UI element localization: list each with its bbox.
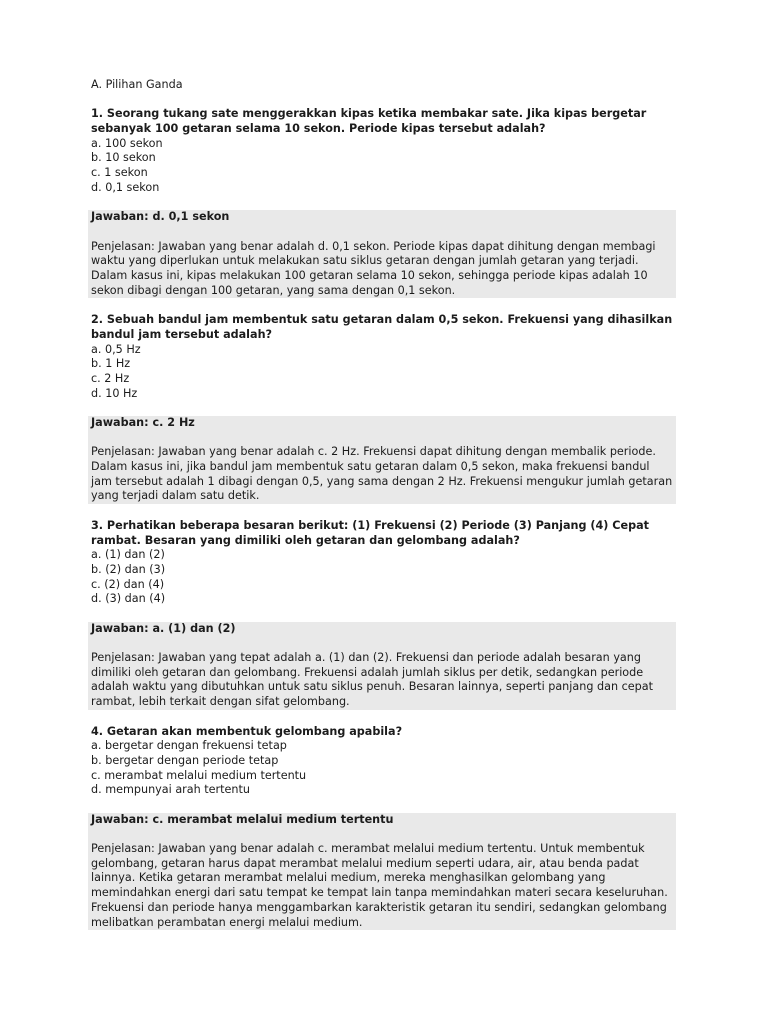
question-4 [91, 725, 676, 798]
option-d: d. (3) dan (4) [91, 592, 166, 606]
answer-box-3 [88, 622, 676, 710]
option-a: a. 100 sekon [91, 136, 163, 150]
section-title: A. Pilihan Ganda [91, 78, 183, 91]
option-d: d. 10 Hz [91, 386, 138, 400]
answer-box-4 [88, 813, 676, 931]
answer-box-2 [88, 416, 676, 504]
option-d: d. 0,1 sekon [91, 180, 160, 194]
option-list [91, 343, 676, 402]
option-c: c. merambat melalui medium tertentu [91, 768, 307, 782]
explanation-text: Penjelasan: Jawaban yang benar adalah d. 0,1 sekon. Periode kipas dapat dihitung dengan membagi waktu yang diperlukan untuk melakukan satu siklus getaran dengan jumlah getaran yang terjadi. Dalam kasus ini, kipas melakukan 100 getaran selama 10 sekon, sehingga periode kipas adalah 10 sekon dibagi dengan 100 getaran, yang sama dengan 0,1 sekon. [91, 239, 656, 297]
explanation-text: Penjelasan: Jawaban yang benar adalah c. 2 Hz. Frekuensi dapat dihitung dengan membalik periode. Dalam kasus ini, jika bandul jam membentuk satu getaran dalam 0,5 sekon, maka frekuensi bandul jam tersebut adalah 1 dibagi dengan 0,5, yang sama dengan 2 Hz. Frekuensi mengukur jumlah getaran yang terjadi dalam satu detik. [91, 445, 673, 503]
option-c: c. (2) dan (4) [91, 577, 165, 591]
answer-text: Jawaban: d. 0,1 sekon [91, 210, 230, 224]
option-c: c. 2 Hz [91, 371, 130, 385]
answer-text: Jawaban: c. merambat melalui medium tertentu [91, 812, 394, 826]
document-page [91, 78, 676, 945]
option-list [91, 739, 676, 798]
option-list [91, 137, 676, 196]
question-text: 4. Getaran akan membentuk gelombang apabila? [91, 724, 403, 738]
option-c: c. 1 sekon [91, 166, 148, 180]
question-text: 2. Sebuah bandul jam membentuk satu getaran dalam 0,5 sekon. Frekuensi yang dihasilkan bandul jam tersebut adalah? [91, 313, 673, 341]
option-b: b. 1 Hz [91, 357, 131, 371]
explanation-text: Penjelasan: Jawaban yang tepat adalah a. (1) dan (2). Frekuensi dan periode adalah besaran yang dimiliki oleh getaran dan gelombang. Frekuensi adalah jumlah siklus per detik, sedangkan periode adalah waktu yang dibutuhkan untuk satu siklus penuh. Besaran lainnya, seperti panjang dan cepat rambat, lebih terkait dengan sifat gelombang. [91, 651, 653, 709]
explanation-text: Penjelasan: Jawaban yang benar adalah c. merambat melalui medium tertentu. Untuk membentuk gelombang, getaran harus dapat merambat melalui medium seperti udara, air, atau benda padat lainnya. Ketika getaran merambat melalui medium, mereka menghasilkan gelombang yang memindahkan energi dari satu tempat ke tempat lain tanpa memindahkan materi secara keseluruhan. Frekuensi dan periode hanya menggambarkan karakteristik getaran itu sendiri, sedangkan gelombang melibatkan perambatan energi melalui medium. [91, 842, 668, 929]
question-3 [91, 519, 676, 607]
option-b: b. bergetar dengan periode tetap [91, 753, 279, 767]
question-2 [91, 313, 676, 401]
question-text: 3. Perhatikan beberapa besaran berikut: (1) Frekuensi (2) Periode (3) Panjang (4) Cepat rambat. Besaran yang dimiliki oleh getaran dan gelombang adalah? [91, 518, 649, 547]
option-a: a. bergetar dengan frekuensi tetap [91, 739, 287, 753]
option-list [91, 548, 676, 607]
option-d: d. mempunyai arah tertentu [91, 783, 250, 797]
option-b: b. 10 sekon [91, 151, 156, 165]
option-a: a. (1) dan (2) [91, 548, 165, 562]
answer-text: Jawaban: a. (1) dan (2) [91, 621, 236, 635]
answer-text: Jawaban: c. 2 Hz [91, 415, 195, 429]
question-text: 1. Seorang tukang sate menggerakkan kipas ketika membakar sate. Jika kipas bergetar sebanyak 100 getaran selama 10 sekon. Periode kipas tersebut adalah? [91, 107, 647, 136]
option-a: a. 0,5 Hz [91, 342, 141, 356]
answer-box-1 [88, 210, 676, 298]
question-1 [91, 107, 676, 195]
option-b: b. (2) dan (3) [91, 562, 166, 576]
